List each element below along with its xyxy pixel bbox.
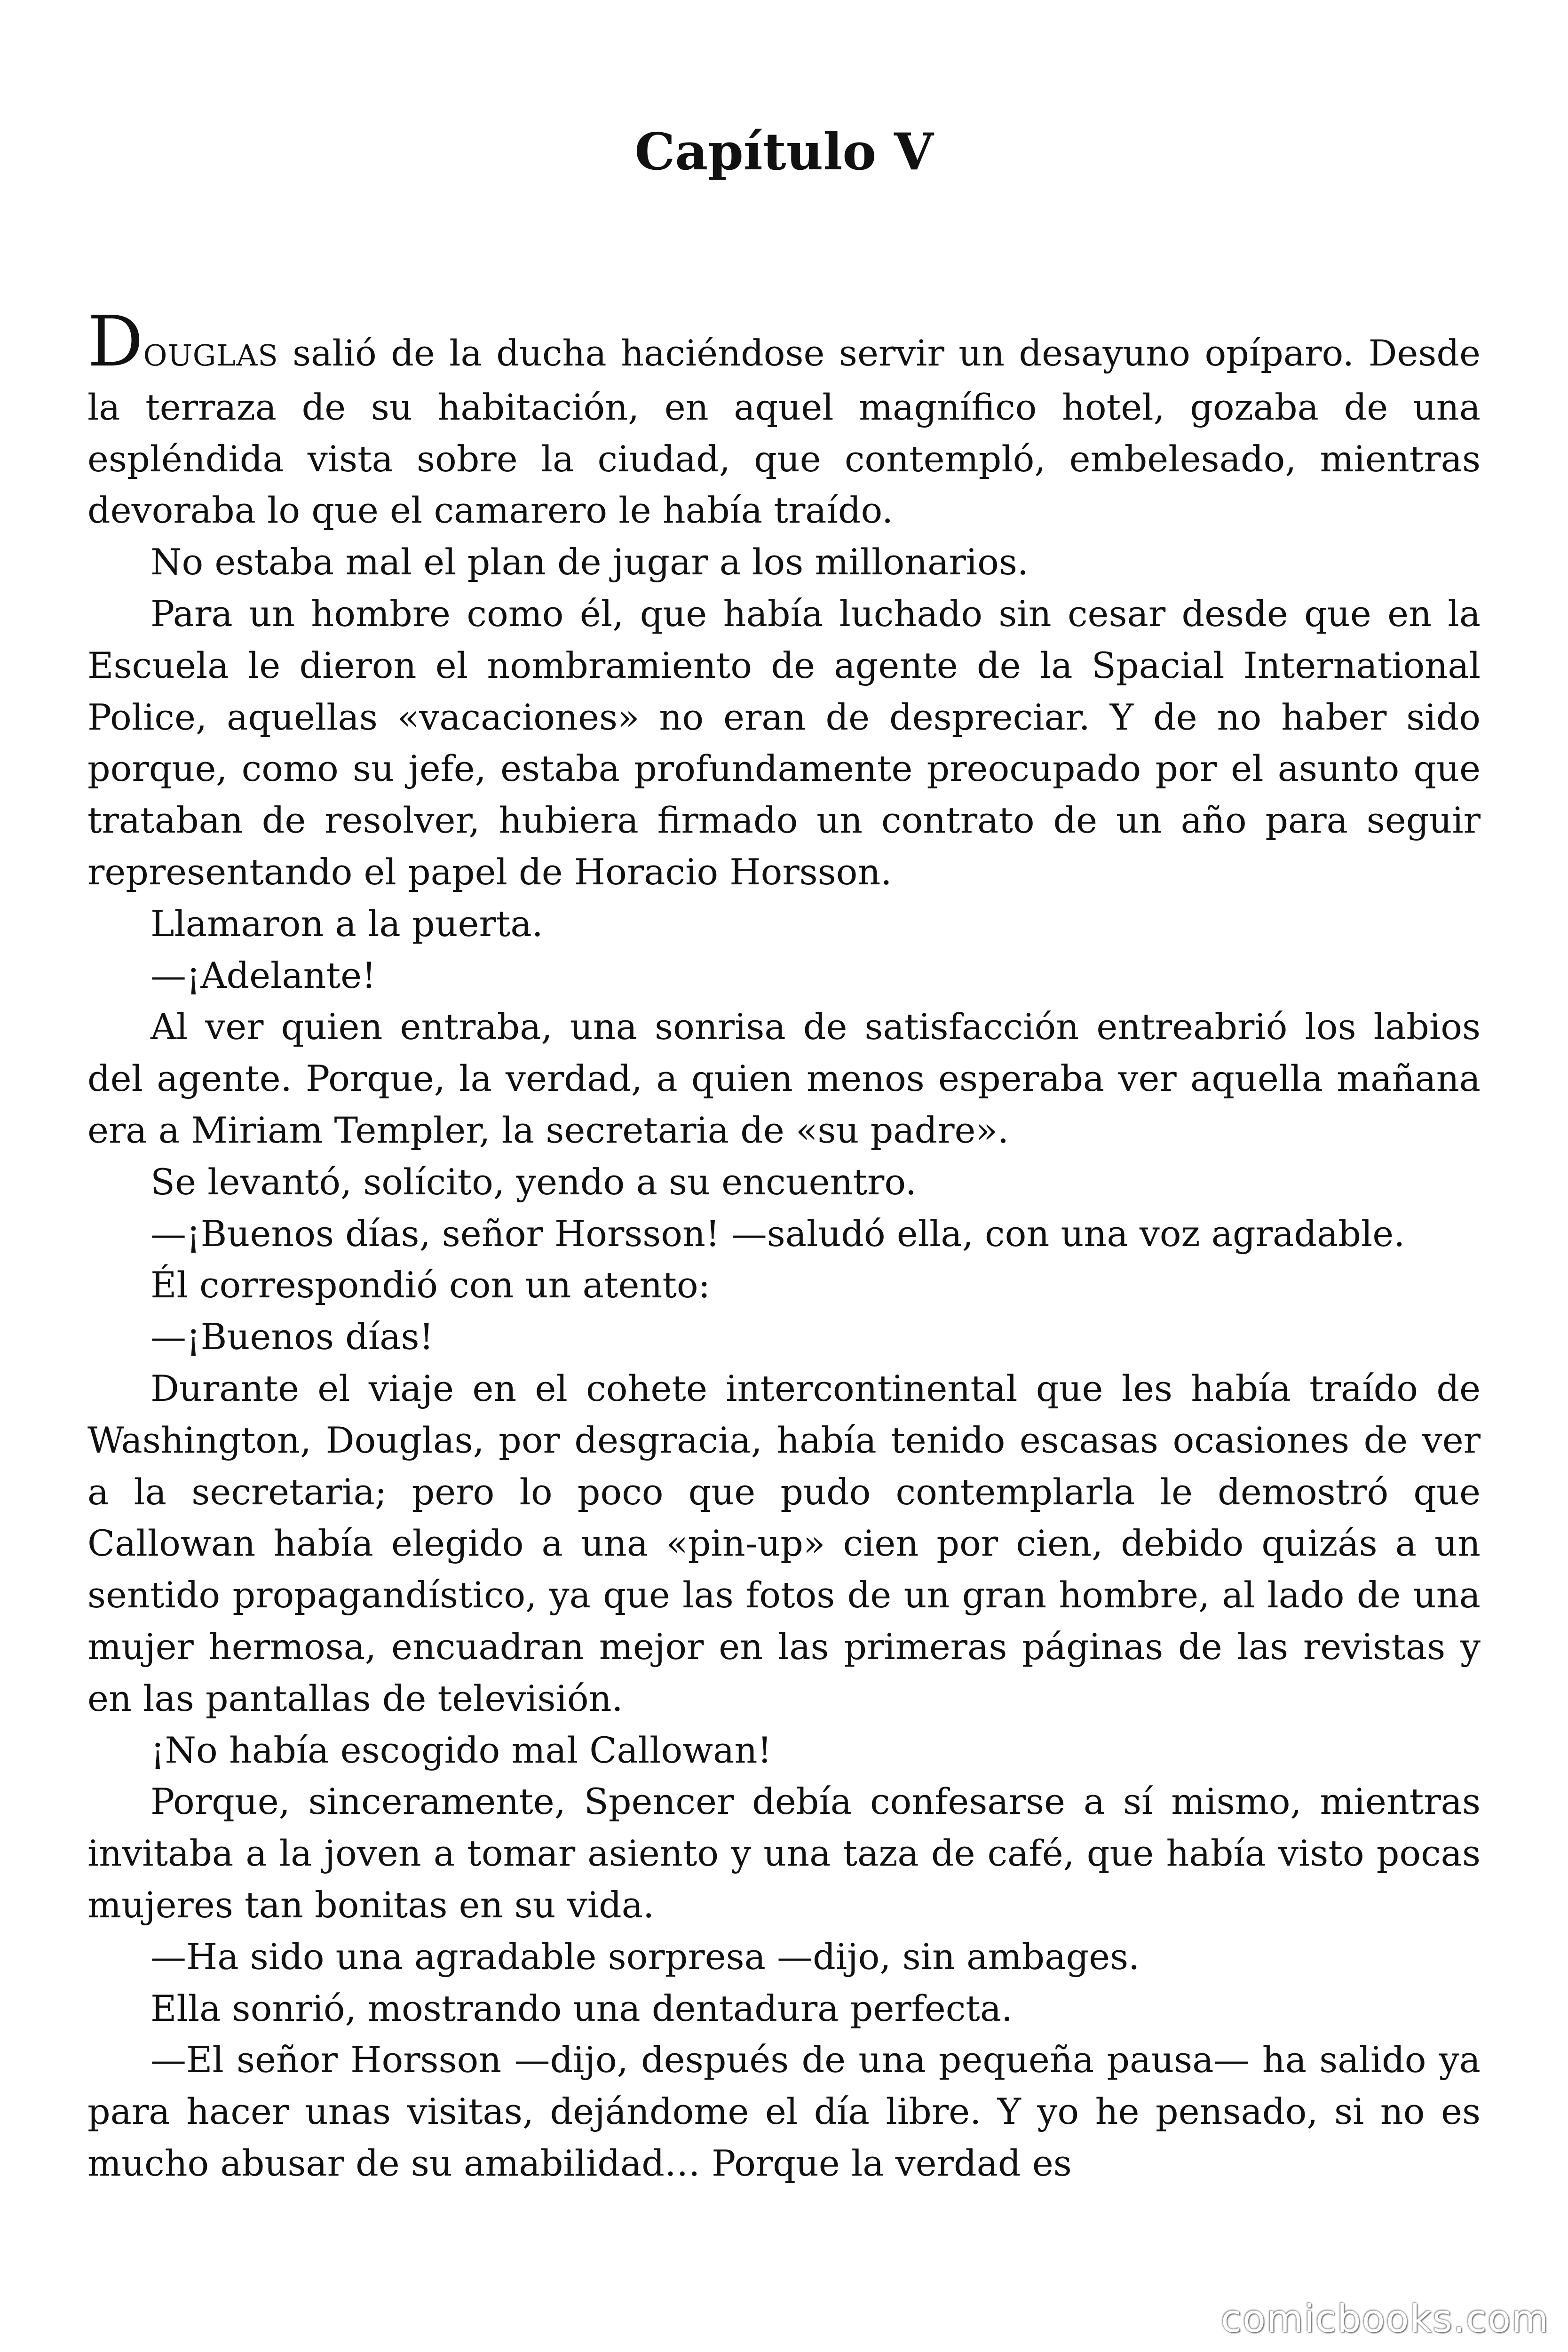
paragraph: Llamaron a la puerta.: [150, 902, 543, 945]
paragraph: Ella sonrió, mostrando una dentadura perfecta.: [150, 1987, 1013, 2029]
chapter-title: Capítulo V: [634, 122, 934, 182]
paragraph: Porque, sinceramente, Spencer debía confesarse a sí mismo, mientras invitaba a la joven a tomar asiento y una taza de café, que había visto pocas mujeres tan bonitas en su vida.: [87, 1780, 1481, 1926]
paragraph: —¡Buenos días!: [150, 1316, 434, 1358]
paragraph: Durante el viaje en el cohete intercontinental que les había traído de Washington, Douglas, por desgracia, había tenido escasas ocasiones de ver a la secretaria; pero lo poco que pudo contemplarla le demostró que Callowan había elegido a una «pin-up» cien por cien, debido quizás a un sentido propagandístico, ya que las fotos de un gran hombre, al lado de una mujer hermosa, encuadran mejor en las primeras páginas de las revistas y en las pantallas de televisión.: [87, 1367, 1481, 1719]
paragraph: —¡Buenos días, señor Horsson! —saludó ella, con una voz agradable.: [150, 1212, 1405, 1255]
paragraph-first: [87, 301, 1481, 536]
paragraph: —¡Adelante!: [150, 954, 376, 996]
paragraph: —El señor Horsson —dijo, después de una pequeña pausa— ha salido ya para hacer unas visitas, dejándome el día libre. Y yo he pensado, si no es mucho abusar de su amabilidad… Porque la verdad es: [87, 2039, 1481, 2184]
paragraph: Para un hombre como él, que había luchado sin cesar desde que en la Escuela le dieron el nombramiento de agente de la Spacial International Police, aquellas «vacaciones» no eran de despreciar. Y de no haber sido porque, como su jefe, estaba profundamente preocupado por el asunto que trataban de resolver, hubiera firmado un contrato de un año para seguir representando el papel de Horacio Horsson.: [87, 592, 1481, 893]
book-page: [87, 0, 1481, 2352]
paragraph: Se levantó, solícito, yendo a su encuentro.: [150, 1160, 917, 1203]
drop-cap: D: [87, 301, 143, 382]
body-text: [87, 301, 1481, 2189]
paragraph: No estaba mal el plan de jugar a los millonarios.: [150, 541, 1029, 583]
watermark: comicbooks.com: [1220, 2297, 1549, 2341]
paragraph: ¡No había escogido mal Callowan!: [150, 1729, 772, 1771]
paragraph: Él correspondió con un atento:: [150, 1264, 711, 1306]
small-caps-word: OUGLAS: [143, 338, 278, 373]
paragraph: —Ha sido una agradable sorpresa —dijo, sin ambages.: [150, 1935, 1140, 1978]
paragraph: Al ver quien entraba, una sonrisa de satisfacción entreabrió los labios del agente. Porque, la verdad, a quien menos esperaba ver aquella mañana era a Miriam Templer, la secretaria de «su padre».: [87, 1006, 1481, 1151]
paragraph-first-text: salió de la ducha haciéndose servir un desayuno opíparo. Desde la terraza de su habitación, en aquel magnífico hotel, gozaba de una espléndida vista sobre la ciudad, que contempló, embelesado, mientras devoraba lo que el camarero le había traído.: [87, 332, 1481, 532]
